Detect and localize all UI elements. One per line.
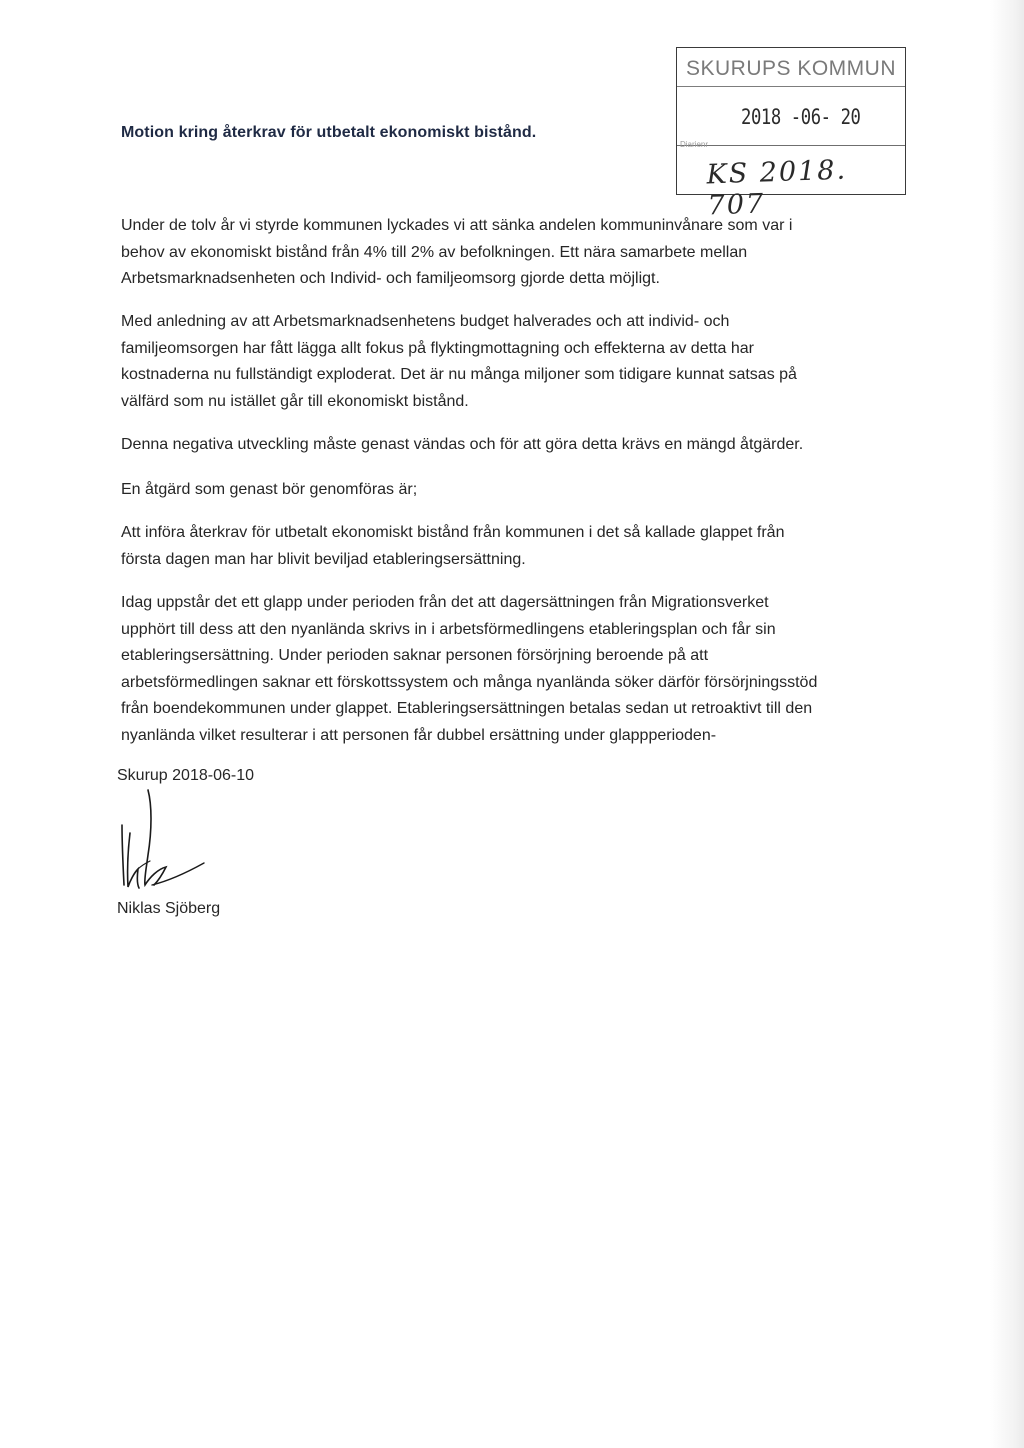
body-paragraph: Att införa återkrav för utbetalt ekonomiskt bistånd från kommunen i det så kallade glappet från första dagen man har blivit beviljad etableringsersättning. [121, 524, 785, 568]
stamp-diary-label: Diarienr [680, 140, 709, 149]
signer-name: Niklas Sjöberg [117, 900, 221, 917]
stamp-divider [677, 86, 905, 87]
scan-edge-shadow [990, 0, 1024, 1448]
body-paragraph: Under de tolv år vi styrde kommunen lyckades vi att sänka andelen kommuninvånare som var i behov av ekonomiskt bistånd från 4% till 2% av befolkningen. Ett nära samarbete mellan Arbetsmarknadsenheten och Individ- och familjeomsorg gjorde detta möjligt. [121, 217, 793, 287]
stamp-received-date: 2018 -06- 20 [741, 105, 861, 129]
body-paragraph: Med anledning av att Arbetsmarknadsenhetens budget halverades och att individ- och familjeomsorgen har fått lägga allt fokus på flyktingmottagning och effekterna av detta har kostnaderna nu fullständigt exploderat. Det är nu många miljoner som tidigare kunnat satsas på välfärd som nu istället går till ekonomiskt bistånd. [121, 313, 797, 410]
stamp-registration-number: KS 2018. 707 [705, 154, 848, 222]
stamp-divider [677, 145, 905, 146]
body-paragraph: Denna negativa utveckling måste genast vändas och för att göra detta krävs en mängd åtgärder. [121, 436, 804, 453]
document-title: Motion kring återkrav för utbetalt ekonomiskt bistånd. [121, 124, 537, 141]
stamp-municipality-name: SKURUPS KOMMUN [685, 57, 897, 80]
body-paragraph: En åtgärd som genast bör genomföras är; [121, 481, 418, 498]
handwritten-signature [108, 785, 218, 900]
body-paragraph: Idag uppstår det ett glapp under perioden från det att dagersättningen från Migrationsverket upphört till dess att den nyanlända skrivs in i arbetsförmedlingens etableringsplan och får sin etableringsersättning. Under perioden saknar personen försörjning beroende på att arbetsförmedlingen saknar ett förskottssystem och många nyanlända söker därför försörjningsstöd från boendekommunen under glappet. Etableringsersättningen betalas sedan ut retroaktivt till den nyanlända vilket resulterar i att personen får dubbel ersättning under glappperioden- [121, 594, 818, 744]
place-and-date: Skurup 2018-06-10 [117, 767, 254, 784]
received-stamp [676, 47, 906, 222]
